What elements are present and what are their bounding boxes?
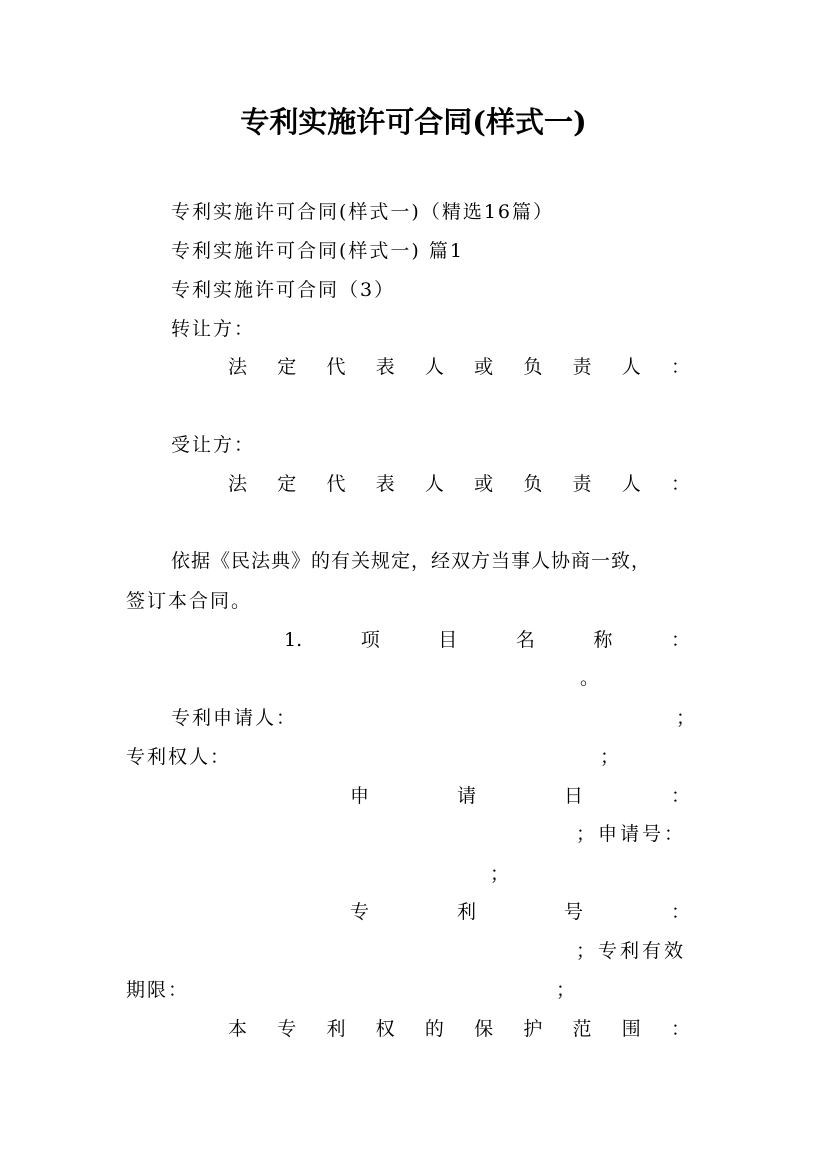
intro-line-1: 依据《民法典》的有关规定，经双方当事人协商一致， [171, 550, 652, 572]
project-name-char: 1. [284, 629, 303, 651]
validity-label: 期限： [126, 979, 190, 1001]
rep-char: 人 [424, 473, 444, 495]
scope-char: 专 [277, 1018, 297, 1040]
document-title: 专利实施许可合同(样式一) [240, 105, 587, 139]
patent-number-line [350, 898, 690, 926]
patentee-semicolon: ； [600, 746, 622, 768]
application-date-char: 日 [563, 785, 583, 807]
application-number-label: ；申请号： [576, 823, 687, 845]
scope-char: 本 [228, 1018, 248, 1040]
rep-char: 表 [375, 473, 395, 495]
rep-char: ： [670, 356, 690, 378]
validity-text: ；专利有效 [576, 940, 687, 962]
patent-number-char: ： [670, 901, 690, 923]
application-date-char: 申 [350, 785, 370, 807]
application-number-semicolon: ； [490, 863, 512, 885]
scope-char: 围 [621, 1018, 641, 1040]
rep-char: 负 [523, 473, 543, 495]
period-mark: 。 [580, 667, 602, 689]
rep-char: 法 [228, 473, 248, 495]
rep-char: 代 [326, 473, 346, 495]
patent-number-char: 专 [350, 901, 370, 923]
scope-char: 的 [424, 1018, 444, 1040]
scope-char: 范 [572, 1018, 592, 1040]
patentee-label: 专利权人： [126, 746, 232, 768]
applicant-semicolon: ； [676, 707, 698, 729]
application-date-line [350, 782, 690, 810]
scope-char: 保 [474, 1018, 494, 1040]
rep-char: 人 [621, 473, 641, 495]
patent-number-char: 利 [456, 901, 476, 923]
scope-char: 权 [375, 1018, 395, 1040]
part-heading: 专利实施许可合同(样式一) 篇1 [171, 240, 464, 262]
scope-char: 护 [523, 1018, 543, 1040]
patent-number-char: 号 [563, 901, 583, 923]
rep-char: ： [670, 473, 690, 495]
rep-char: 负 [523, 356, 543, 378]
rep-char: 责 [572, 356, 592, 378]
application-date-char: ： [670, 785, 690, 807]
scope-char: ： [670, 1018, 690, 1040]
project-name-char: 项 [360, 629, 380, 651]
transferee-label: 受让方： [171, 434, 256, 456]
rep-char: 人 [424, 356, 444, 378]
application-date-char: 请 [456, 785, 476, 807]
contract-heading: 专利实施许可合同（3） [171, 279, 396, 301]
protection-scope-line [228, 1015, 690, 1043]
validity-semicolon: ； [556, 979, 578, 1001]
rep-char: 表 [375, 356, 395, 378]
project-name-char: ： [670, 629, 690, 651]
rep-char: 代 [326, 356, 346, 378]
rep-char: 定 [277, 356, 297, 378]
rep-char: 法 [228, 356, 248, 378]
transferee-representative-line [228, 470, 690, 498]
rep-char: 责 [572, 473, 592, 495]
transferor-representative-line [228, 353, 690, 381]
rep-char: 定 [277, 473, 297, 495]
scope-char: 利 [326, 1018, 346, 1040]
subtitle-line: 专利实施许可合同(样式一)（精选16篇） [171, 201, 555, 223]
project-name-char: 称 [593, 629, 613, 651]
rep-char: 或 [474, 356, 494, 378]
project-name-char: 名 [515, 629, 535, 651]
rep-char: 人 [621, 356, 641, 378]
applicant-label: 专利申请人： [171, 707, 298, 729]
transferor-label: 转让方： [171, 318, 256, 340]
project-name-line [284, 626, 690, 654]
project-name-char: 目 [438, 629, 458, 651]
rep-char: 或 [474, 473, 494, 495]
intro-line-2: 签订本合同。 [126, 590, 253, 612]
